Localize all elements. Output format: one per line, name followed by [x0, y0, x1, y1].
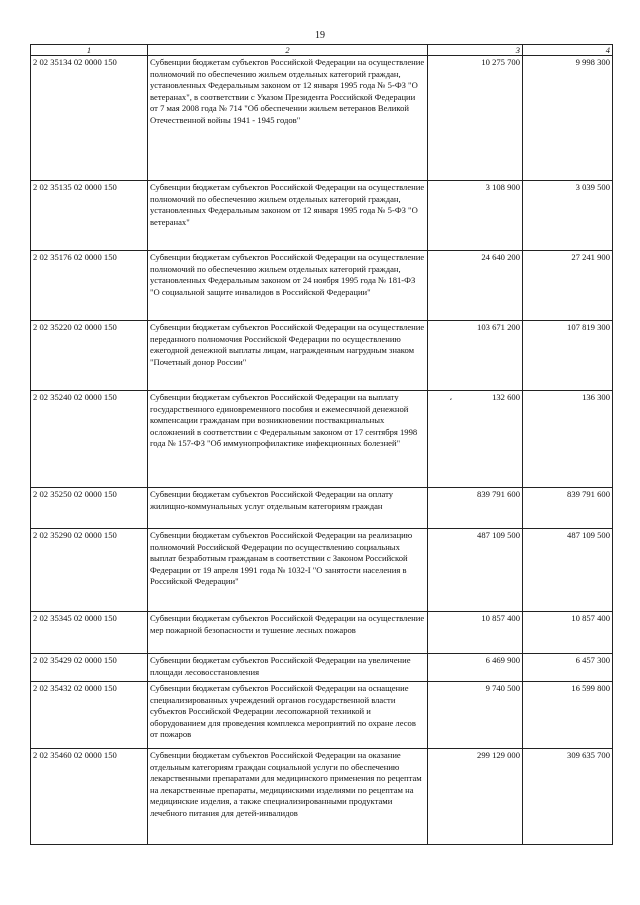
table-row — [31, 251, 613, 321]
value-col3: 6 469 900 — [428, 654, 523, 682]
value-col3: 24 640 200 — [428, 251, 523, 321]
value-col3: 10 275 700 — [428, 56, 523, 181]
budget-code: 2 02 35460 02 0000 150 — [31, 749, 148, 845]
page-number: 19 — [315, 30, 325, 41]
value-col4: 839 791 600 — [523, 488, 613, 529]
budget-code: 2 02 35345 02 0000 150 — [31, 612, 148, 654]
value-col3: 9 740 500 — [428, 682, 523, 749]
budget-code: 2 02 35134 02 0000 150 — [31, 56, 148, 181]
row-description: Субвенции бюджетам субъектов Российской Федерации на осуществление полномочий по обеспечению жильем отдельных категорий граждан, установленных Федеральным законом от 12 января 1995 года № 5-ФЗ "О ветеранах" — [148, 181, 428, 251]
table-row — [31, 488, 613, 529]
budget-code: 2 02 35432 02 0000 150 — [31, 682, 148, 749]
table-row — [31, 529, 613, 612]
row-description: Субвенции бюджетам субъектов Российской Федерации на осуществление полномочий по обеспечению жильем отдельных категорий граждан, установленных Федеральным законом от 24 ноября 1995 года № 181-ФЗ "О социальной защите инвалидов в Российской Федерации" — [148, 251, 428, 321]
budget-code: 2 02 35290 02 0000 150 — [31, 529, 148, 612]
value-col4: 9 998 300 — [523, 56, 613, 181]
row-description: Субвенции бюджетам субъектов Российской Федерации на оснащение специализированных учреждений органов государственной власти субъектов Российской Федерации лесопожарной техникой и оборудованием для проведения комплекса мероприятий по охране лесов от пожаров — [148, 682, 428, 749]
row-description: Субвенции бюджетам субъектов Российской Федерации на оплату жилищно-коммунальных услуг отдельным категориям граждан — [148, 488, 428, 529]
table-row — [31, 749, 613, 845]
budget-code: 2 02 35220 02 0000 150 — [31, 321, 148, 391]
value-col4: 27 241 900 — [523, 251, 613, 321]
row-description: Субвенции бюджетам субъектов Российской Федерации на реализацию полномочий Российской Федерации по осуществлению социальных выплат безработным гражданам в соответствии с Законом Российской Федерации от 19 апреля 1991 года № 1032-I "О занятости населения в Российской Федерации" — [148, 529, 428, 612]
budget-code: 2 02 35135 02 0000 150 — [31, 181, 148, 251]
value-col4: 16 599 800 — [523, 682, 613, 749]
row-description: Субвенции бюджетам субъектов Российской Федерации на увеличение площади лесовосстановления — [148, 654, 428, 682]
table-row — [31, 321, 613, 391]
table-row — [31, 654, 613, 682]
value-col4: 107 819 300 — [523, 321, 613, 391]
column-header-2: 2 — [148, 45, 428, 56]
column-header-1: 1 — [31, 45, 148, 56]
value-col3: 299 129 000 — [428, 749, 523, 845]
row-description: Субвенции бюджетам субъектов Российской Федерации на выплату государственного единовременного пособия и ежемесячной денежной компенсации гражданам при возникновении поствакцинальных осложнений в соответствии с Федеральным законом от 17 сентября 1998 года № 157-ФЗ "Об иммунопрофилактике инфекционных болезней" — [148, 391, 428, 488]
column-header-3: 3 — [428, 45, 523, 56]
value-col4: 3 039 500 — [523, 181, 613, 251]
table-header-row — [31, 45, 613, 56]
column-header-4: 4 — [523, 45, 613, 56]
budget-code: 2 02 35240 02 0000 150 — [31, 391, 148, 488]
value-col3: 132 600 — [492, 392, 520, 402]
budget-code: 2 02 35250 02 0000 150 — [31, 488, 148, 529]
table-row — [31, 682, 613, 749]
budget-table — [30, 44, 613, 845]
value-col4: 136 300 — [523, 391, 613, 488]
table-row — [31, 181, 613, 251]
value-col4: 10 857 400 — [523, 612, 613, 654]
stray-mark: ، — [449, 393, 453, 402]
row-description: Субвенции бюджетам субъектов Российской Федерации на осуществление полномочий по обеспечению жильем отдельных категорий граждан, установленных Федеральным законом от 12 января 1995 года № 5-ФЗ "О ветеранах", в соответствии с Указом Президента Российской Федерации от 7 мая 2008 года № 714 "Об обеспечении жильем ветеранов Великой Отечественной войны 1941 - 1945 годов" — [148, 56, 428, 181]
value-col3: 487 109 500 — [428, 529, 523, 612]
value-col3: 3 108 900 — [428, 181, 523, 251]
value-col3: 839 791 600 — [428, 488, 523, 529]
table-row — [31, 391, 613, 488]
value-col3-cell — [428, 391, 523, 488]
row-description: Субвенции бюджетам субъектов Российской Федерации на осуществление переданного полномочия Российской Федерации по осуществлению ежегодной денежной выплаты лицам, награжденным нагрудным знаком "Почетный донор России" — [148, 321, 428, 391]
budget-code: 2 02 35176 02 0000 150 — [31, 251, 148, 321]
budget-code: 2 02 35429 02 0000 150 — [31, 654, 148, 682]
value-col4: 6 457 300 — [523, 654, 613, 682]
value-col4: 309 635 700 — [523, 749, 613, 845]
value-col3: 103 671 200 — [428, 321, 523, 391]
table-row — [31, 612, 613, 654]
row-description: Субвенции бюджетам субъектов Российской Федерации на оказание отдельным категориям граждан социальной услуги по обеспечению лекарственными препаратами для медицинского применения по рецептам на лекарственные препараты, медицинскими изделиями по рецептам на медицинские изделия, а также специализированными продуктами лечебного питания для детей-инвалидов — [148, 749, 428, 845]
value-col3: 10 857 400 — [428, 612, 523, 654]
row-description: Субвенции бюджетам субъектов Российской Федерации на осуществление мер пожарной безопасности и тушение лесных пожаров — [148, 612, 428, 654]
table-row — [31, 56, 613, 181]
value-col4: 487 109 500 — [523, 529, 613, 612]
